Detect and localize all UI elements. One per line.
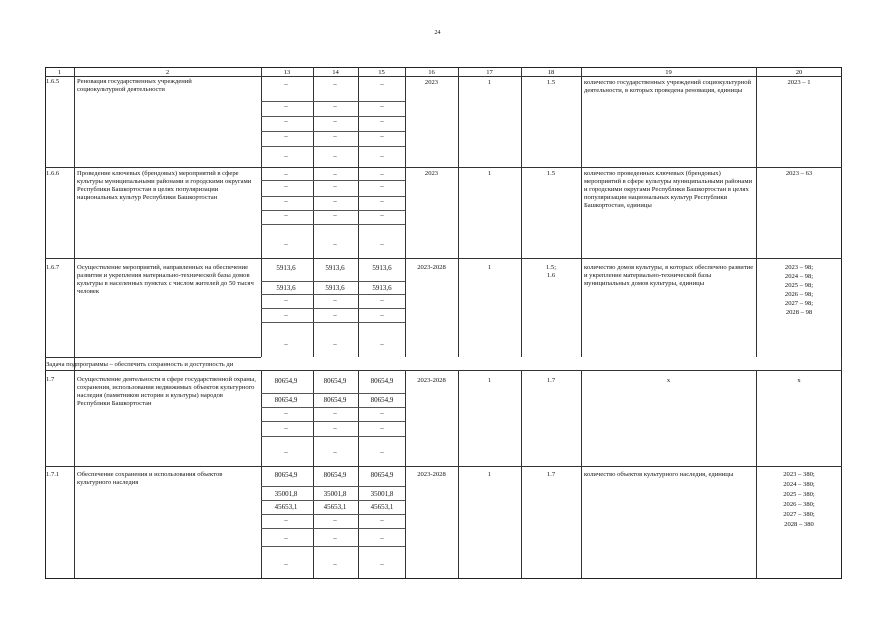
value-cell: – — [380, 117, 384, 125]
value-cell: – — [333, 296, 337, 304]
value-cell: 35001,8 — [323, 490, 347, 498]
row-name: Проведение ключевых (брендовых) мероприятий в сфере культуры муниципальными районами и городскими округами Республики Башкортостан в целях популяризации национальных культур Республики Башкортостан — [77, 170, 252, 201]
value-cell: 5913,6 — [276, 264, 296, 272]
task-row: Задача подпрограммы – обеспечить сохранность и доступность ди — [46, 361, 234, 368]
sub-line — [261, 308, 405, 309]
value-cell: – — [380, 211, 384, 219]
row-line — [45, 167, 842, 168]
value-cell: – — [284, 409, 288, 417]
row-name: Реновация государственных учреждений социокультурной деятельности — [77, 78, 192, 93]
row-line — [45, 258, 842, 259]
target-line: 2025 – 98; — [784, 282, 814, 289]
value-cell: – — [284, 240, 288, 248]
value-cell: – — [380, 240, 384, 248]
target-line: х — [797, 377, 801, 384]
col-line — [405, 67, 406, 578]
value-cell: – — [284, 340, 288, 348]
value-cell: – — [333, 409, 337, 417]
row-number: 1.6.6 — [46, 170, 60, 177]
value-cell: – — [284, 211, 288, 219]
value-cell: – — [333, 211, 337, 219]
sub-line — [261, 146, 405, 147]
col-line — [521, 67, 522, 578]
value-cell: – — [380, 560, 384, 568]
indicator-cell: количество домов культуры, в которых обеспечено развитие и укрепление материально-технической базы муниципальных домов культуры, единицы — [584, 264, 754, 287]
target-line: 2024 – 380; — [783, 481, 815, 488]
row-line — [45, 76, 842, 77]
header-cell: 15 — [378, 69, 385, 76]
target-line: 2027 – 98; — [784, 300, 814, 307]
target-line: 2027 – 380; — [783, 511, 815, 518]
col17-cell: 1 — [487, 471, 492, 478]
value-cell: – — [333, 424, 337, 432]
task-row-mask — [261, 357, 842, 370]
sub-line — [261, 322, 405, 323]
value-cell: – — [284, 197, 288, 205]
row-number: 1.7 — [46, 376, 55, 383]
value-cell: – — [380, 296, 384, 304]
target-line: 2024 – 98; — [784, 273, 814, 280]
row-name: Осуществление мероприятий, направленных на обеспечение развития и укрепления материально-технической базы домов культуры в населенных пунктах с числом жителей до 50 тысяч человек — [77, 264, 254, 295]
header-cell: 2 — [165, 69, 170, 76]
value-cell: – — [333, 80, 337, 88]
col18-cell: 1.5 — [546, 170, 556, 177]
sub-line — [261, 500, 405, 501]
value-cell: 35001,8 — [370, 490, 394, 498]
value-cell: – — [284, 534, 288, 542]
value-cell: – — [380, 132, 384, 140]
sub-line — [261, 407, 405, 408]
header-cell: 16 — [428, 69, 435, 76]
sub-line — [261, 436, 405, 437]
value-cell: 80654,9 — [370, 377, 394, 385]
sub-line — [261, 393, 405, 394]
value-cell: 45653,1 — [274, 503, 298, 511]
sub-line — [261, 224, 405, 225]
col-line — [581, 67, 582, 578]
value-cell: 80654,9 — [323, 471, 347, 479]
col17-cell: 1 — [487, 79, 492, 86]
value-cell: – — [284, 296, 288, 304]
target-line: 2028 – 380 — [784, 521, 814, 528]
value-cell: – — [333, 182, 337, 190]
row-number: 1.6.5 — [46, 78, 60, 85]
value-cell: – — [333, 534, 337, 542]
value-cell: – — [284, 152, 288, 160]
value-cell: – — [284, 311, 288, 319]
value-cell: 80654,9 — [274, 377, 298, 385]
sub-line — [261, 294, 405, 295]
value-cell: 5913,6 — [276, 284, 296, 292]
value-cell: – — [333, 240, 337, 248]
value-cell: – — [333, 132, 337, 140]
value-cell: – — [380, 170, 384, 178]
target-line: 2026 – 98; — [784, 291, 814, 298]
value-cell: 45653,1 — [323, 503, 347, 511]
header-cell: 1 — [57, 69, 62, 76]
value-cell: – — [333, 560, 337, 568]
value-cell: 35001,8 — [274, 490, 298, 498]
value-cell: – — [380, 340, 384, 348]
sub-line — [261, 546, 405, 547]
row-number: 1.7.1 — [46, 471, 60, 478]
value-cell: – — [380, 152, 384, 160]
period-cell: 2023-2028 — [417, 377, 446, 384]
header-cell: 17 — [486, 69, 493, 76]
value-cell: – — [333, 102, 337, 110]
value-cell: – — [284, 117, 288, 125]
value-cell: – — [333, 170, 337, 178]
period-cell: 2023-2028 — [417, 264, 446, 271]
value-cell: – — [333, 197, 337, 205]
value-cell: 5913,6 — [372, 284, 392, 292]
table — [45, 67, 842, 579]
row-line — [45, 370, 842, 371]
sub-line — [261, 486, 405, 487]
period-cell: 2023-2028 — [417, 471, 446, 478]
col18-cell: 1.7 — [546, 377, 556, 384]
row-number: 1.6.7 — [46, 264, 60, 271]
sub-line — [261, 421, 405, 422]
header-cell: 18 — [547, 69, 555, 76]
row-line — [45, 466, 842, 467]
value-cell: – — [380, 424, 384, 432]
sub-line — [261, 281, 405, 282]
value-cell: – — [380, 182, 384, 190]
value-cell: – — [284, 448, 288, 456]
value-cell: – — [380, 80, 384, 88]
target-line: 2025 – 380; — [783, 491, 815, 498]
sub-line — [261, 528, 405, 529]
col-line — [841, 357, 842, 370]
value-cell: – — [333, 340, 337, 348]
value-cell: – — [333, 516, 337, 524]
value-cell: – — [333, 448, 337, 456]
col17-cell: 1 — [487, 377, 492, 384]
col17-cell: 1 — [487, 170, 492, 177]
row-name: Осуществление деятельности в сфере государственной охраны, сохранения, использования недвижимых объектов культурного наследия (памятников истории и культуры) народов Республики Башкортостан — [77, 376, 256, 407]
value-cell: 80654,9 — [323, 377, 347, 385]
value-cell: – — [333, 152, 337, 160]
value-cell: 80654,9 — [274, 396, 298, 404]
value-cell: – — [284, 170, 288, 178]
period-cell: 2023 — [424, 170, 439, 177]
value-cell: 5913,6 — [325, 264, 345, 272]
value-cell: 45653,1 — [370, 503, 394, 511]
header-cell: 20 — [795, 69, 803, 76]
header-cell: 19 — [665, 69, 672, 76]
col18-cell: 1.5; 1.6 — [545, 264, 557, 279]
target-line: 2023 – 1 — [787, 79, 811, 86]
value-cell: 5913,6 — [325, 284, 345, 292]
target-line: 2023 – 98; — [784, 264, 814, 271]
col-line — [458, 67, 459, 578]
col18-cell: 1.7 — [546, 471, 556, 478]
target-line: 2026 – 380; — [783, 501, 815, 508]
value-cell: – — [380, 516, 384, 524]
row-name: Обеспечение сохранения и использования объектов культурного наследия — [77, 471, 223, 486]
value-cell: – — [284, 102, 288, 110]
value-cell: – — [284, 560, 288, 568]
value-cell: – — [333, 311, 337, 319]
col-line — [74, 67, 75, 578]
value-cell: 80654,9 — [323, 396, 347, 404]
header-cell: 14 — [332, 69, 339, 76]
value-cell: – — [380, 311, 384, 319]
target-line: 2028 – 98 — [785, 309, 813, 316]
value-cell: – — [284, 424, 288, 432]
value-cell: 80654,9 — [370, 396, 394, 404]
value-cell: – — [333, 117, 337, 125]
sub-line — [261, 180, 405, 181]
indicator-cell: количество объектов культурного наследия, единицы — [584, 471, 734, 478]
period-cell: 2023 — [424, 79, 439, 86]
page-number: 24 — [434, 30, 441, 36]
col18-cell: 1.5 — [546, 79, 556, 86]
sub-line — [261, 514, 405, 515]
indicator-cell: количество проведенных ключевых (брендовых) мероприятий в сфере культуры муниципальными районами и городскими округами Республики Башкортостан в целях популяризации национальных культур Республики Башкортостан, единицы — [584, 170, 753, 209]
value-cell: – — [380, 197, 384, 205]
value-cell: 80654,9 — [274, 471, 298, 479]
value-cell: – — [284, 132, 288, 140]
col17-cell: 1 — [487, 264, 492, 271]
indicator-cell: х — [666, 377, 671, 384]
target-line: 2023 – 380; — [783, 471, 815, 478]
target-line: 2023 – 63 — [785, 170, 813, 177]
value-cell: 80654,9 — [370, 471, 394, 479]
value-cell: – — [284, 80, 288, 88]
value-cell: – — [284, 182, 288, 190]
value-cell: – — [380, 534, 384, 542]
value-cell: – — [380, 448, 384, 456]
indicator-cell: количество государственных учреждений социокультурной деятельности, в которых проведена реновация, единицы — [584, 79, 752, 94]
value-cell: – — [284, 516, 288, 524]
value-cell: – — [380, 409, 384, 417]
value-cell: – — [380, 102, 384, 110]
value-cell: 5913,6 — [372, 264, 392, 272]
header-cell: 13 — [283, 69, 291, 76]
